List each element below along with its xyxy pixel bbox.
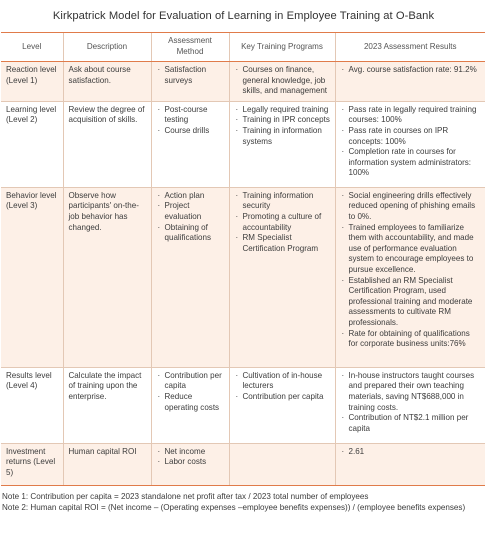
list-item: · RM Specialist Certification Program bbox=[235, 233, 331, 254]
list-item: · Contribution of NT$2.1 million per capita bbox=[341, 413, 482, 434]
cell-methods bbox=[151, 367, 229, 443]
cell-level: Reaction level (Level 1) bbox=[1, 62, 63, 102]
cell-programs bbox=[229, 187, 335, 367]
list-item: · Contribution per capita bbox=[235, 392, 331, 403]
list-item: · In-house instructors taught courses and prepared their own teaching materials, saving NT$688,000 in training costs. bbox=[341, 371, 482, 413]
footnotes bbox=[2, 491, 484, 513]
list-item: · Net income bbox=[157, 447, 225, 458]
list-item: · Cultivation of in-house lecturers bbox=[235, 371, 331, 392]
cell-results bbox=[335, 367, 485, 443]
cell-results bbox=[335, 443, 485, 485]
list-item: · Training in IPR concepts bbox=[235, 115, 331, 126]
header-level: Level bbox=[1, 33, 63, 62]
cell-programs bbox=[229, 367, 335, 443]
cell-description: Ask about course satisfaction. bbox=[63, 62, 151, 102]
list-item: · Trained employees to familiarize them with accountability, and made use of performance evaluation system to encourage employees to pursue excellence. bbox=[341, 223, 482, 276]
cell-description: Calculate the impact of training upon the enterprise. bbox=[63, 367, 151, 443]
list-item: · Training in information systems bbox=[235, 126, 331, 147]
cell-methods bbox=[151, 187, 229, 367]
cell-programs bbox=[229, 62, 335, 102]
header-description: Description bbox=[63, 33, 151, 62]
cell-description: Human capital ROI bbox=[63, 443, 151, 485]
cell-level: Results level (Level 4) bbox=[1, 367, 63, 443]
header-assessment-results: 2023 Assessment Results bbox=[335, 33, 485, 62]
cell-methods bbox=[151, 443, 229, 485]
list-item: · Completion rate in courses for information system administrators: 100% bbox=[341, 147, 482, 179]
list-item: · 2.61 bbox=[341, 447, 482, 458]
cell-methods bbox=[151, 101, 229, 187]
footnote-2: Note 2: Human capital ROI = (Net income – (Operating expenses –employee benefits expenses)) / (employee benefits expenses) bbox=[2, 503, 466, 513]
list-item: · Rate for obtaining of qualifications for corporate business units:76% bbox=[341, 329, 482, 350]
table-row-level-5 bbox=[1, 443, 485, 485]
table-row-level-2 bbox=[1, 101, 485, 187]
list-item: · Reduce operating costs bbox=[157, 392, 225, 413]
header-key-training-programs: Key Training Programs bbox=[229, 33, 335, 62]
list-item: · Post-course testing bbox=[157, 105, 225, 126]
table-row-level-1 bbox=[1, 62, 485, 102]
cell-programs bbox=[229, 101, 335, 187]
list-item: · Pass rate in courses on IPR concepts: 100% bbox=[341, 126, 482, 147]
header-assessment-method: Assessment Method bbox=[151, 33, 229, 62]
list-item: · Social engineering drills effectively reduced opening of phishing emails to 0%. bbox=[341, 191, 482, 223]
table-row-level-3 bbox=[1, 187, 485, 367]
cell-level: Learning level (Level 2) bbox=[1, 101, 63, 187]
cell-description: Observe how participants' on-the-job behavior has changed. bbox=[63, 187, 151, 367]
cell-level: Behavior level (Level 3) bbox=[1, 187, 63, 367]
list-item: · Course drills bbox=[157, 126, 225, 137]
list-item: · Obtaining of qualifications bbox=[157, 223, 225, 244]
list-item: · Pass rate in legally required training courses: 100% bbox=[341, 105, 482, 126]
list-item: · Action plan bbox=[157, 191, 225, 202]
list-item: · Satisfaction surveys bbox=[157, 65, 225, 86]
list-item: · Labor costs bbox=[157, 457, 225, 468]
list-item: · Project evaluation bbox=[157, 201, 225, 222]
cell-description: Review the degree of acquisition of skills. bbox=[63, 101, 151, 187]
list-item: · Courses on finance, general knowledge, job skills, and management bbox=[235, 65, 331, 97]
list-item: · Contribution per capita bbox=[157, 371, 225, 392]
cell-methods bbox=[151, 62, 229, 102]
kirkpatrick-table bbox=[1, 32, 485, 486]
cell-level: Investment returns (Level 5) bbox=[1, 443, 63, 485]
cell-results bbox=[335, 62, 485, 102]
header-row bbox=[1, 33, 485, 62]
list-item: · Training information security bbox=[235, 191, 331, 212]
table-title: Kirkpatrick Model for Evaluation of Learning in Employee Training at O-Bank bbox=[52, 10, 435, 22]
cell-programs bbox=[229, 443, 335, 485]
cell-results bbox=[335, 187, 485, 367]
table-row-level-4 bbox=[1, 367, 485, 443]
list-item: · Promoting a culture of accountability bbox=[235, 212, 331, 233]
footnote-1: Note 1: Contribution per capita = 2023 standalone net profit after tax / 2023 total number of employees bbox=[2, 492, 369, 501]
list-item: · Established an RM Specialist Certification Program, used professional training and moderate assessments to cultivate RM professionals. bbox=[341, 276, 482, 329]
list-item: · Avg. course satisfaction rate: 91.2% bbox=[341, 65, 482, 76]
list-item: · Legally required training bbox=[235, 105, 331, 116]
cell-results bbox=[335, 101, 485, 187]
